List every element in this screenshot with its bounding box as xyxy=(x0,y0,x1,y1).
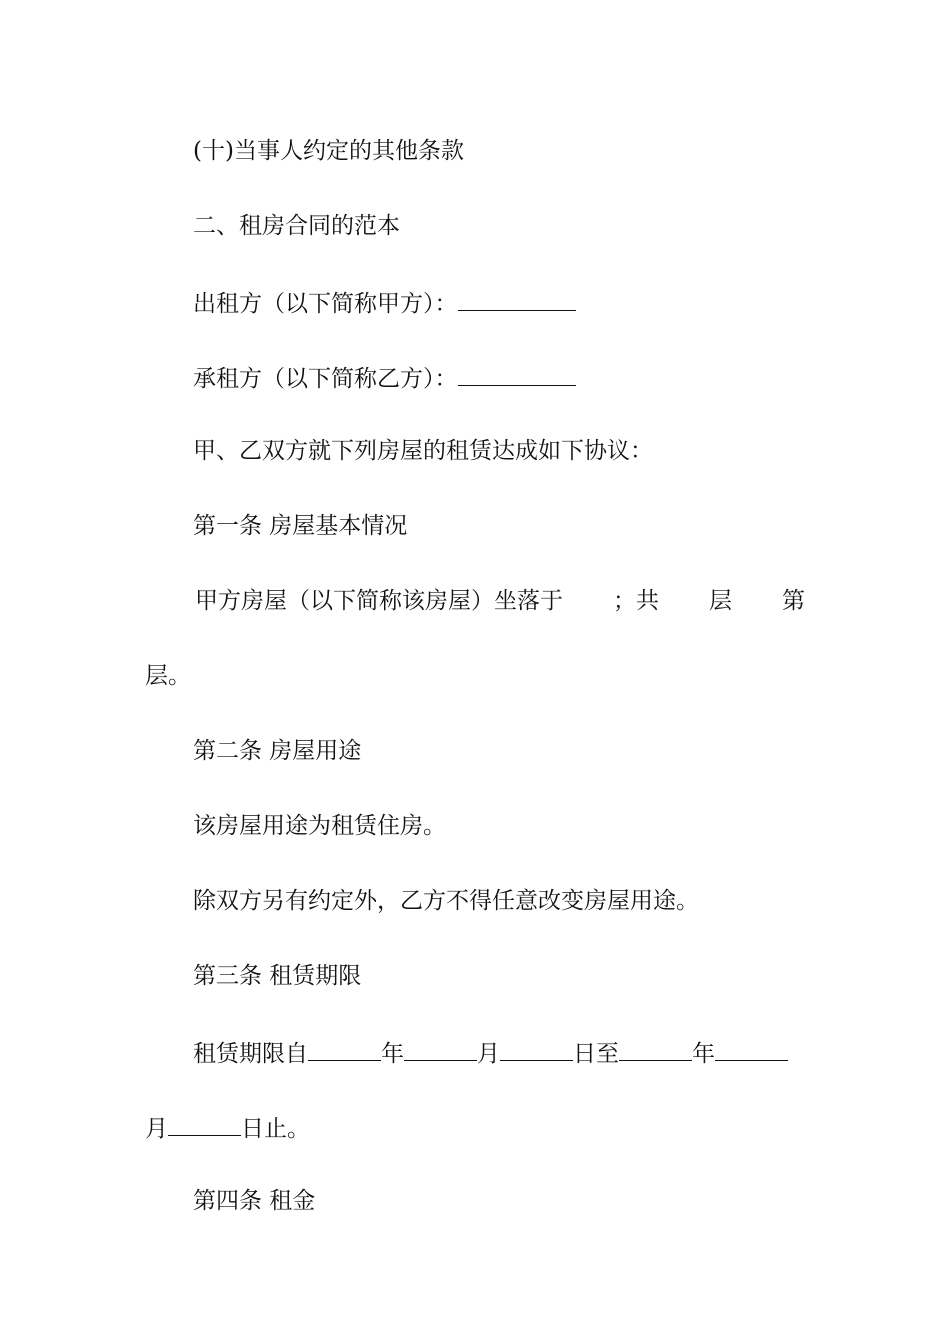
lessor-line xyxy=(193,286,576,319)
article-two-heading: 第二条 房屋用途 xyxy=(193,738,362,764)
start-year-blank[interactable] xyxy=(308,1036,381,1061)
start-month-unit: 月 xyxy=(477,1041,500,1067)
agreement-intro: 甲、乙双方就下列房屋的租赁达成如下协议： xyxy=(193,438,653,464)
property-location-line xyxy=(195,586,805,616)
lessee-line xyxy=(193,361,576,394)
article-three-heading: 第三条 租赁期限 xyxy=(193,963,362,989)
lease-term-line xyxy=(193,1036,788,1069)
lease-term-start-label: 租赁期限自 xyxy=(193,1041,308,1067)
floors-unit-text: 层 xyxy=(709,588,732,614)
clause-ten-heading: (十)当事人约定的其他条款 xyxy=(193,138,464,164)
usage-statement: 该房屋用途为租赁住房。 xyxy=(193,813,446,839)
lessor-label: 出租方（以下简称甲方）： xyxy=(193,291,458,317)
property-location-continued: 层。 xyxy=(145,663,191,689)
end-day-blank[interactable] xyxy=(168,1111,241,1136)
lessee-label: 承租方（以下简称乙方）： xyxy=(193,366,458,392)
end-month-unit: 月 xyxy=(145,1116,168,1142)
lease-term-end-line xyxy=(145,1111,310,1144)
start-day-blank[interactable] xyxy=(500,1036,573,1061)
end-year-unit: 年 xyxy=(692,1041,715,1067)
property-location-text: 甲方房屋（以下简称该房屋）坐落于 xyxy=(195,588,563,614)
end-year-blank[interactable] xyxy=(619,1036,692,1061)
article-four-heading: 第四条 租金 xyxy=(193,1188,316,1214)
article-one-heading: 第一条 房屋基本情况 xyxy=(193,513,408,539)
start-year-unit: 年 xyxy=(381,1041,404,1067)
total-floors-text: ；共 xyxy=(613,588,659,614)
section-two-heading: 二、租房合同的范本 xyxy=(193,213,400,239)
end-month-blank[interactable] xyxy=(715,1036,788,1061)
start-day-unit: 日至 xyxy=(573,1041,619,1067)
usage-restriction: 除双方另有约定外，乙方不得任意改变房屋用途。 xyxy=(193,888,699,914)
floor-number-text: 第 xyxy=(782,588,805,614)
lessor-blank[interactable] xyxy=(458,286,576,311)
start-month-blank[interactable] xyxy=(404,1036,477,1061)
lessee-blank[interactable] xyxy=(458,361,576,386)
end-day-unit: 日止。 xyxy=(241,1116,310,1142)
